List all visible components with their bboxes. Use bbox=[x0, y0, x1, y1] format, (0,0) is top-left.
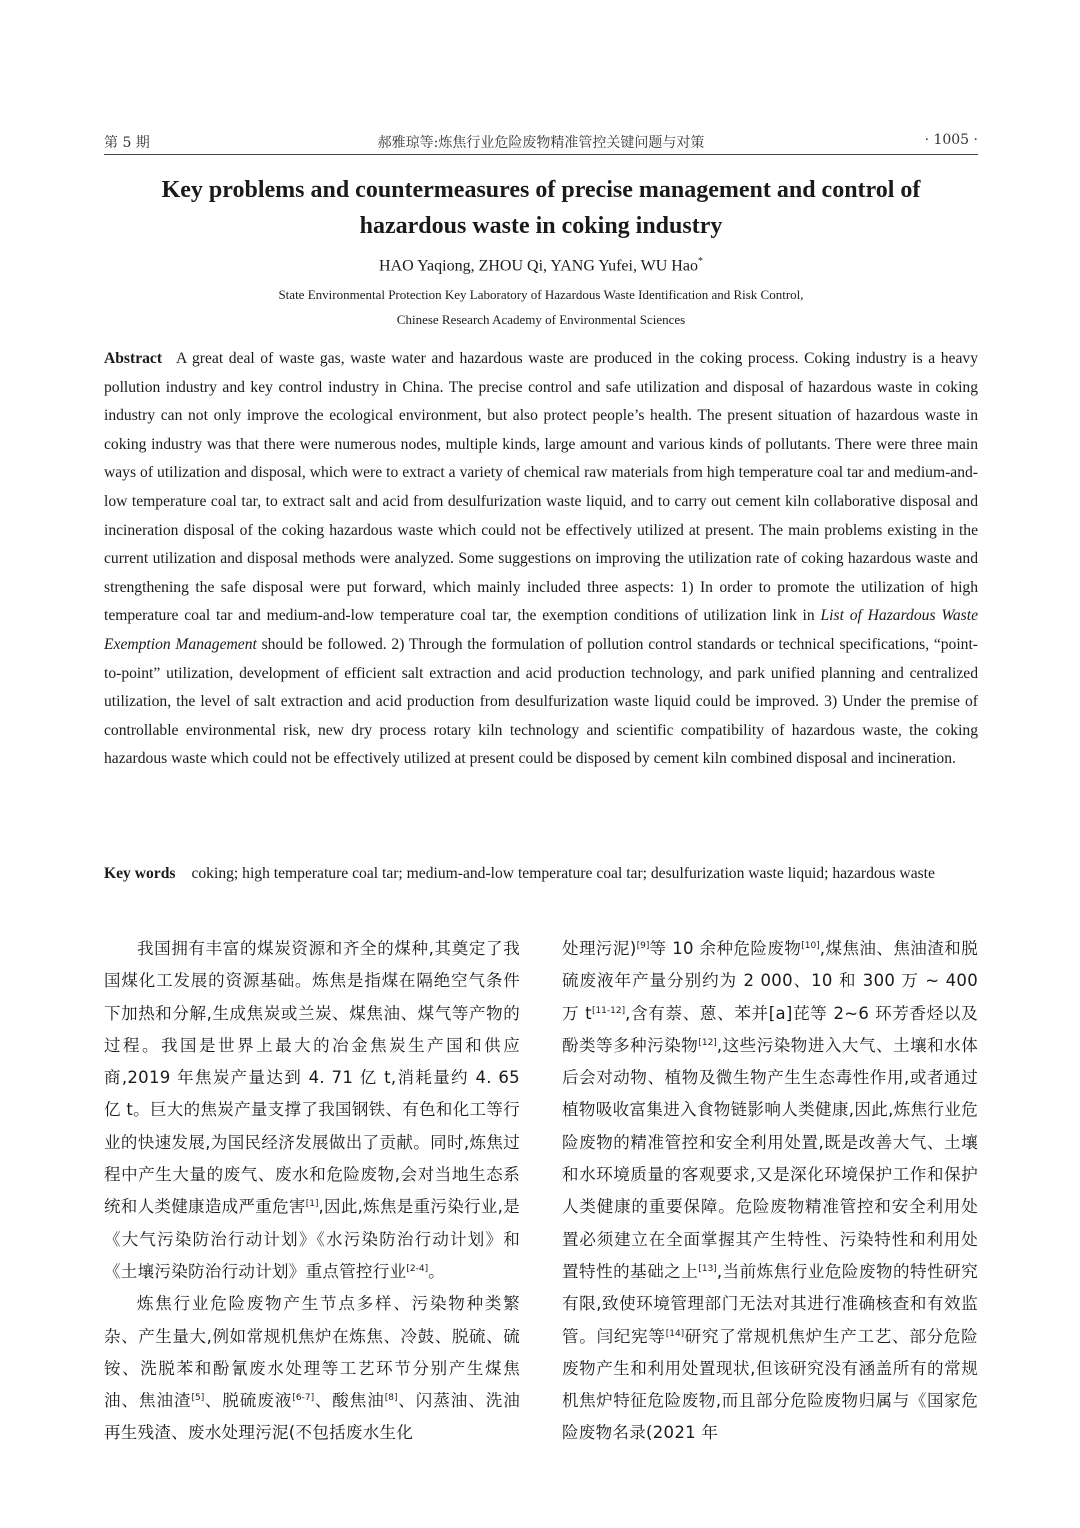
paragraph-text: 等 10 余种危险废物 bbox=[649, 939, 802, 958]
paragraph-2-text-b: 、脱硫废液 bbox=[204, 1391, 293, 1411]
citation: [8] bbox=[384, 1393, 398, 1404]
body-column-right bbox=[562, 933, 978, 1450]
running-header bbox=[104, 130, 978, 154]
running-title: 郝雅琼等:炼焦行业危险废物精准管控关键问题与对策 bbox=[377, 135, 705, 151]
keywords-text: coking; high temperature coal tar; medium-and-low temperature coal tar; desulfurization waste liquid; hazardous waste bbox=[191, 865, 935, 882]
paragraph-1-text-a: 我国拥有丰富的煤炭资源和齐全的煤种,其奠定了我国煤化工发展的资源基础。炼焦是指煤在隔绝空气条件下加热和分解,生成焦炭或兰炭、煤焦油、煤气等产物的过程。我国是世界上最大的冶金焦炭生产国和供应商,2019 年焦炭产量达到 4. 71 亿 t,消耗量约 4. 65 亿 t。巨大的焦炭产量支撑了我国钢铁、有色和化工等行业的快速发展,为国民经济发展做出了贡献。同时,炼焦过程中产生大量的废气、废水和危险废物,会对当地生态系统和人类健康造成严重危害 bbox=[104, 939, 520, 1217]
title-line-2: hazardous waste in coking industry bbox=[359, 213, 723, 239]
paragraph-text: ,这些污染物进入大气、土壤和水体后会对动物、植物及微生物产生生态毒性作用,或者通过植物吸收富集进入食物链影响人类健康,因此,炼焦行业危险废物的精准管控和安全利用处置,既是改善大气、土壤和水环境质量的客观要求,又是深化环境保护工作和保护人类健康的重要保障。危险废物精准管控和安全利用处置必须建立在全面掌握其产生特性、污染特性和利用处置特性的基础之上 bbox=[562, 1035, 979, 1281]
abstract-italic-title: List of Hazardous Waste Exemption Management bbox=[104, 607, 979, 653]
paragraph-2-text-d: 、闪蒸油、洗油再生残渣、废水处理污泥(不包括废水生化 bbox=[104, 1391, 521, 1443]
issue-number: 第 5 期 bbox=[104, 135, 150, 151]
affiliation-line-1: State Environmental Protection Key Laboratory of Hazardous Waste Identification and Risk Control, bbox=[278, 287, 804, 302]
abstract bbox=[104, 345, 978, 774]
citation: [11-12] bbox=[591, 1005, 626, 1016]
citation: [14] bbox=[665, 1328, 685, 1339]
paragraph-1 bbox=[104, 933, 520, 1288]
paragraph-1-text-c: 。 bbox=[428, 1261, 445, 1281]
citation: [13] bbox=[698, 1263, 717, 1274]
keywords bbox=[104, 860, 978, 889]
citation: [6-7] bbox=[292, 1393, 315, 1404]
citation: [12] bbox=[698, 1037, 717, 1048]
paragraph-text: ,当前炼焦行业危险废物的特性研究有限,致使环境管理部门无法对其进行准确核查和有效监管。闫纪宪等 bbox=[562, 1261, 979, 1346]
paragraph-1-text-b: ,因此,炼焦是重污染行业,是《大气污染防治行动计划》《水污染防治行动计划》和《土壤污染防治行动计划》重点管控行业 bbox=[104, 1197, 520, 1281]
paragraph-2-continued bbox=[562, 933, 978, 1450]
page-number: · 1005 · bbox=[924, 132, 978, 148]
citation: [10] bbox=[801, 941, 820, 951]
author-names: HAO Yaqiong, ZHOU Qi, YANG Yufei, WU Hao bbox=[379, 257, 698, 275]
paragraph-text: 处理污泥) bbox=[562, 939, 637, 958]
affiliation-line-2: Chinese Research Academy of Environmental Sciences bbox=[396, 312, 686, 327]
abstract-text-part-1: A great deal of waste gas, waste water and hazardous waste are produced in the coking process. Coking industry is a heavy pollution industry and key control industry in China. The precise control and safe utilization and disposal of hazardous waste in coking industry can not only improve the ecological environment, but also protect people’s health. The present situation of hazardous waste in coking industry was that there were numerous nodes, multiple kinds, large amount and various kinds of pollutants. There were three main ways of utilization and disposal, which were to extract a variety of chemical raw materials from high temperature coal tar and medium-and-low temperature coal tar, to extract salt and acid from desulfurization waste liquid, and to carry out cement kiln collaborative disposal and incineration disposal of the coking hazardous waste which could not be effectively utilized at present. The main problems existing in the current utilization and disposal methods were analyzed. Some suggestions on improving the utilization rate of coking hazardous waste and strengthening the safe disposal were put forward, which mainly included three aspects: 1) In order to promote the utilization of high temperature coal tar and medium-and-low temperature coal tar, the exemption conditions of utilization link in bbox=[104, 350, 978, 625]
abstract-text-part-2: should be followed. 2) Through the formulation of pollution control standards or technical specifications, “point-to-point” utilization, development of efficient salt extraction and acid production technology, and park unified planning and centralized utilization, the level of salt extraction and acid production from desulfurization waste liquid could be improved. 3) Under the premise of controllable environmental risk, new dry process rotary kiln technology and scientific compatibility of hazardous waste, the coking hazardous waste which could not be effectively utilized at present could be disposed by cement kiln combined disposal and incineration. bbox=[104, 635, 979, 768]
keywords-label: Key words bbox=[104, 865, 176, 882]
paragraph-2 bbox=[104, 1288, 520, 1449]
header-rule bbox=[104, 154, 978, 155]
citation: [1] bbox=[305, 1199, 319, 1210]
citation: [5] bbox=[191, 1393, 205, 1404]
body-column-left bbox=[104, 933, 520, 1450]
corresponding-author-mark: * bbox=[697, 256, 703, 267]
citation: [2-4] bbox=[406, 1263, 429, 1274]
paragraph-text: 研究了常规机焦炉生产工艺、部分危险废物产生和利用处置现状,但该研究没有涵盖所有的常规机焦炉特征危险废物,而且部分危险废物归属与《国家危险废物名录(2021 年 bbox=[562, 1326, 978, 1443]
title-line-1: Key problems and countermeasures of precise management and control of bbox=[161, 177, 921, 203]
abstract-label: Abstract bbox=[104, 350, 163, 367]
author-list bbox=[104, 256, 978, 275]
paragraph-text: ,含有萘、蒽、苯并[a]芘等 2~6 环芳香烃以及酚类等多种污染物 bbox=[562, 1003, 978, 1055]
paragraph-text: ,煤焦油、焦油渣和脱硫废液年产量分别约为 2 000、10 和 300 万 ~ 400 万 t bbox=[562, 939, 979, 1023]
paper-title bbox=[104, 172, 978, 244]
paragraph-2-text-c: 、酸焦油 bbox=[314, 1391, 385, 1411]
citation: [9] bbox=[636, 941, 650, 951]
paragraph-2-text-a: 炼焦行业危险废物产生节点多样、污染物种类繁杂、产生量大,例如常规机焦炉在炼焦、冷鼓、脱硫、硫铵、洗脱苯和酚氰废水处理等工艺环节分别产生煤焦油、焦油渣 bbox=[104, 1294, 520, 1411]
